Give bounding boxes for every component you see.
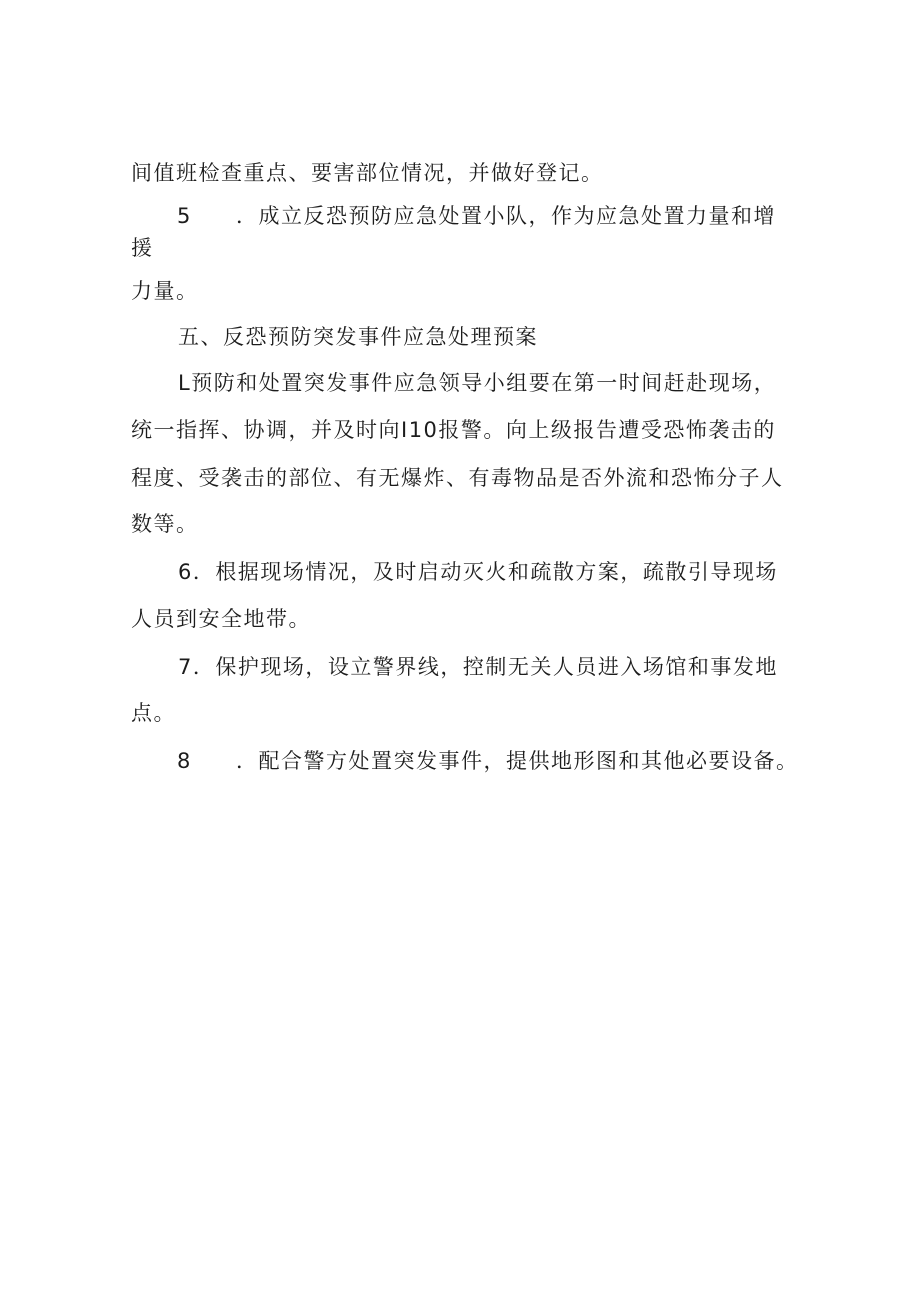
text-line: 人员到安全地带。 — [131, 607, 311, 631]
text-line: 点。 — [131, 701, 176, 725]
text-line: L预防和处置突发事件应急领导小组要在第一时间赶赴现场， — [178, 371, 777, 395]
text-line: 数等。 — [131, 512, 199, 536]
text-line: 程度、受袭击的部位、有无爆炸、有毒物品是否外流和恐怖分子人 — [131, 466, 784, 490]
text-line: 统一指挥、协调，并及时向I10报警。向上级报告遭受恐怖袭击的 — [131, 418, 776, 442]
text-line: 力量。 — [131, 279, 199, 303]
section-heading: 五、反恐预防突发事件应急处理预案 — [178, 325, 538, 349]
text-line: 间值班检查重点、要害部位情况，并做好登记。 — [131, 161, 604, 185]
text-line: 6．根据现场情况，及时启动灭火和疏散方案，疏散引导现场 — [178, 560, 778, 584]
text-line: 7．保护现场，设立警界线，控制无关人员进入场馆和事发地 — [178, 655, 778, 679]
text-line: ．配合警方处置突发事件，提供地形图和其他必要设备。 — [236, 749, 799, 773]
text-line: 援 — [131, 236, 154, 260]
item-number: 5 — [177, 204, 191, 228]
item-number: 8 — [177, 749, 191, 773]
text-line: ．成立反恐预防应急处置小队，作为应急处置力量和增 — [236, 204, 776, 228]
